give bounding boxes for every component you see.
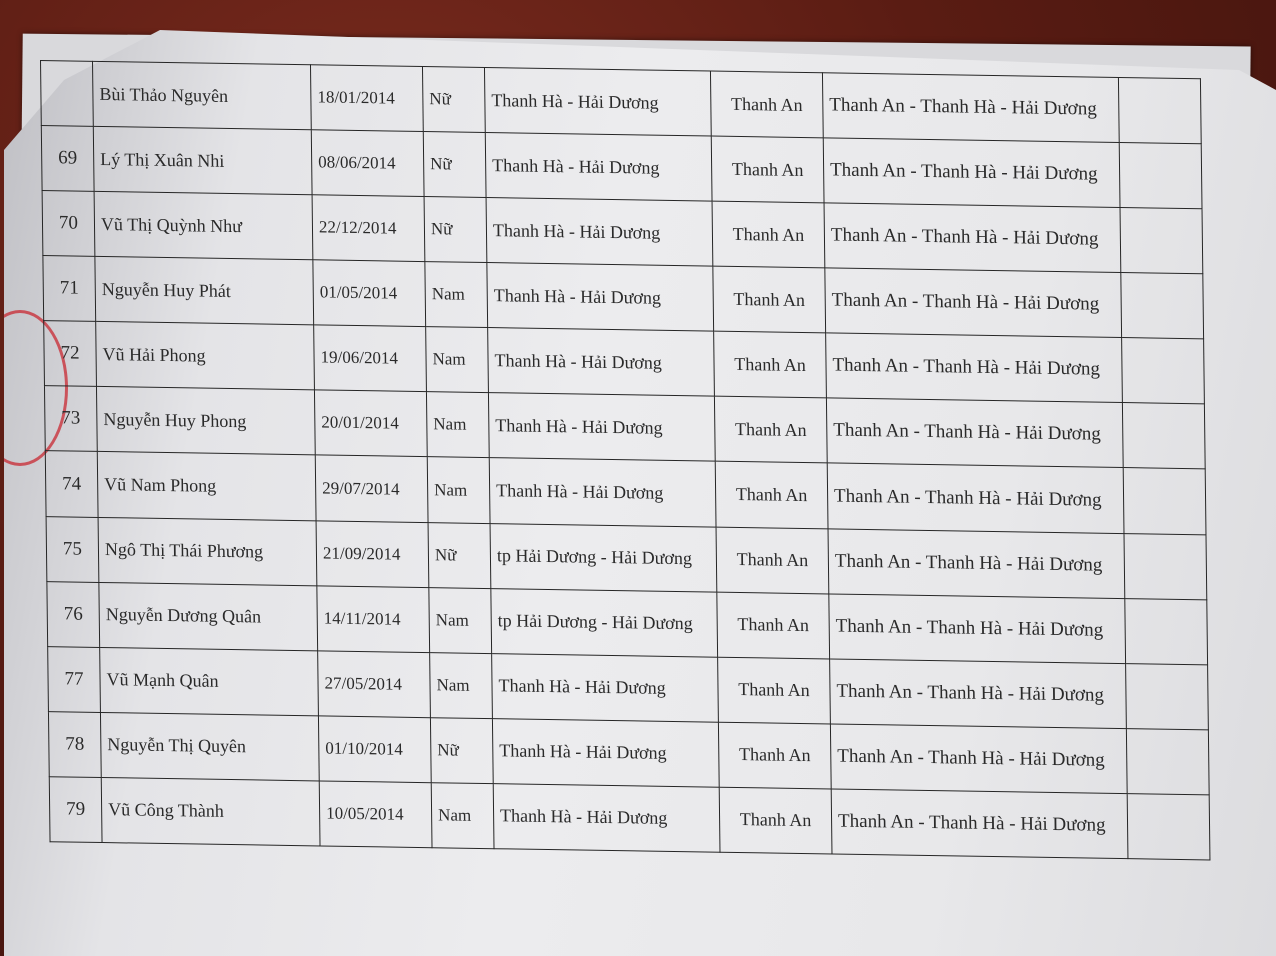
address: Thanh An - Thanh Hà - Hải Dương: [822, 73, 1119, 143]
address: Thanh An - Thanh Hà - Hải Dương: [828, 528, 1125, 598]
note-cell: [1125, 598, 1208, 664]
student-name: Nguyễn Huy Phát: [95, 257, 314, 326]
date-of-birth: 27/05/2014: [318, 651, 431, 718]
row-number: 77: [48, 646, 101, 712]
gender: Nam: [426, 327, 489, 393]
commune: Thanh An: [712, 201, 825, 268]
student-name: Vũ Nam Phong: [97, 452, 316, 521]
commune: Thanh An: [714, 331, 827, 398]
date-of-birth: 01/10/2014: [318, 716, 431, 783]
address: Thanh An - Thanh Hà - Hải Dương: [831, 789, 1128, 859]
note-cell: [1126, 663, 1209, 729]
commune: Thanh An: [710, 71, 823, 138]
row-number: 70: [42, 191, 95, 257]
commune: Thanh An: [717, 592, 830, 659]
gender: Nam: [425, 262, 488, 328]
row-number: 75: [46, 516, 99, 582]
birthplace: Thanh Hà - Hải Dương: [487, 263, 714, 332]
birthplace: Thanh Hà - Hải Dương: [492, 718, 719, 787]
birthplace: Thanh Hà - Hải Dương: [489, 458, 716, 527]
date-of-birth: 21/09/2014: [316, 520, 429, 587]
gender: Nữ: [423, 132, 486, 198]
student-name: Vũ Thị Quỳnh Như: [94, 192, 313, 261]
note-cell: [1122, 338, 1205, 404]
birthplace: tp Hải Dương - Hải Dương: [490, 523, 717, 592]
address: Thanh An - Thanh Hà - Hải Dương: [826, 398, 1123, 468]
student-name: Vũ Mạnh Quân: [100, 647, 319, 716]
note-cell: [1120, 208, 1203, 274]
note-cell: [1118, 77, 1201, 143]
note-cell: [1123, 468, 1206, 534]
commune: Thanh An: [718, 657, 831, 724]
commune: Thanh An: [716, 527, 829, 594]
gender: Nam: [426, 392, 489, 458]
date-of-birth: 08/06/2014: [311, 130, 424, 197]
student-name: Vũ Công Thành: [101, 777, 320, 846]
student-name: Vũ Hải Phong: [96, 322, 315, 391]
student-name: Bùi Thảo Nguyên: [93, 61, 312, 130]
address: Thanh An - Thanh Hà - Hải Dương: [830, 724, 1127, 794]
birthplace: Thanh Hà - Hải Dương: [485, 133, 712, 202]
note-cell: [1126, 728, 1209, 794]
date-of-birth: 14/11/2014: [317, 586, 430, 653]
row-number: 69: [41, 126, 94, 192]
commune: Thanh An: [715, 462, 828, 529]
address: Thanh An - Thanh Hà - Hải Dương: [829, 594, 1126, 664]
date-of-birth: 19/06/2014: [314, 325, 427, 392]
gender: Nữ: [422, 67, 485, 133]
address: Thanh An - Thanh Hà - Hải Dương: [830, 659, 1127, 729]
student-name: Lý Thị Xuân Nhi: [93, 126, 312, 195]
student-name: Nguyễn Dương Quân: [99, 582, 318, 651]
gender: Nữ: [428, 522, 491, 588]
note-cell: [1122, 403, 1205, 469]
commune: Thanh An: [713, 266, 826, 333]
date-of-birth: 22/12/2014: [312, 195, 425, 262]
address: Thanh An - Thanh Hà - Hải Dương: [823, 138, 1120, 208]
student-name: Nguyễn Huy Phong: [96, 387, 315, 456]
address: Thanh An - Thanh Hà - Hải Dương: [824, 203, 1121, 273]
note-cell: [1121, 273, 1204, 339]
note-cell: [1124, 533, 1207, 599]
row-number: 79: [49, 777, 102, 843]
gender: Nam: [429, 587, 492, 653]
row-number: 76: [47, 581, 100, 647]
birthplace: Thanh Hà - Hải Dương: [484, 67, 711, 136]
student-name: Ngô Thị Thái Phương: [98, 517, 317, 586]
note-cell: [1127, 793, 1210, 859]
birthplace: Thanh Hà - Hải Dương: [488, 393, 715, 462]
gender: Nam: [430, 652, 493, 718]
commune: Thanh An: [718, 722, 831, 789]
address: Thanh An - Thanh Hà - Hải Dương: [825, 268, 1122, 338]
date-of-birth: 29/07/2014: [315, 455, 428, 522]
date-of-birth: 01/05/2014: [313, 260, 426, 327]
date-of-birth: 18/01/2014: [310, 65, 423, 132]
address: Thanh An - Thanh Hà - Hải Dương: [827, 463, 1124, 533]
birthplace: Thanh Hà - Hải Dương: [488, 328, 715, 397]
address: Thanh An - Thanh Hà - Hải Dương: [826, 333, 1123, 403]
gender: Nữ: [424, 197, 487, 263]
birthplace: tp Hải Dương - Hải Dương: [491, 588, 718, 657]
date-of-birth: 20/01/2014: [314, 390, 427, 457]
row-number: 71: [43, 256, 96, 322]
row-number: 78: [48, 711, 101, 777]
commune: Thanh An: [711, 136, 824, 203]
birthplace: Thanh Hà - Hải Dương: [486, 198, 713, 267]
row-number: 72: [44, 321, 97, 387]
gender: Nữ: [430, 717, 493, 783]
birthplace: Thanh Hà - Hải Dương: [492, 653, 719, 722]
birthplace: Thanh Hà - Hải Dương: [493, 784, 720, 853]
gender: Nam: [427, 457, 490, 523]
row-number: 74: [45, 451, 98, 517]
row-number: 73: [44, 386, 97, 452]
student-list-table: [40, 60, 1210, 860]
row-number: [41, 61, 94, 127]
gender: Nam: [431, 783, 494, 849]
commune: Thanh An: [714, 397, 827, 464]
student-name: Nguyễn Thị Quyên: [100, 712, 319, 781]
commune: Thanh An: [719, 787, 832, 854]
note-cell: [1119, 143, 1202, 209]
date-of-birth: 10/05/2014: [319, 781, 432, 848]
